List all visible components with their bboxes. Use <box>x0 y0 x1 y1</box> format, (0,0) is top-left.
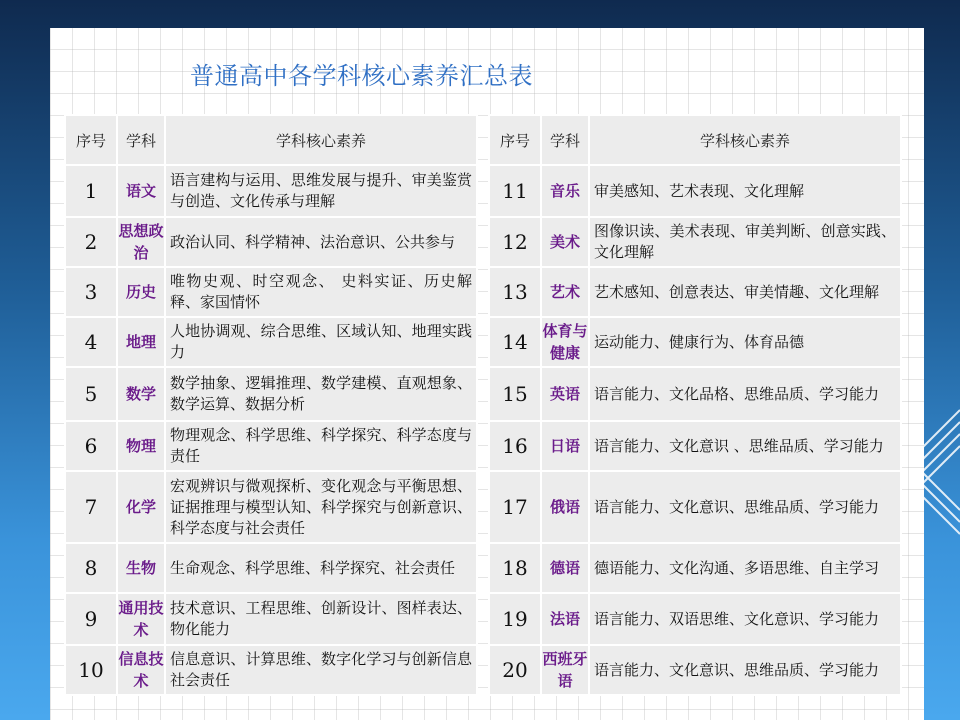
row-literacy: 数学抽象、逻辑推理、数学建模、直观想象、数学运算、数据分析 <box>165 367 477 421</box>
table-row <box>489 217 901 267</box>
row-literacy: 语言建构与运用、思维发展与提升、审美鉴赏与创造、文化传承与理解 <box>165 165 477 217</box>
row-subject: 法语 <box>541 593 589 645</box>
header-num: 序号 <box>489 115 541 165</box>
row-subject: 西班牙语 <box>541 645 589 695</box>
page-title: 普通高中各学科核心素养汇总表 <box>190 62 533 90</box>
row-subject: 生物 <box>117 543 165 593</box>
row-number: 13 <box>489 267 541 317</box>
row-number: 14 <box>489 317 541 367</box>
table-row <box>65 645 477 695</box>
row-subject: 历史 <box>117 267 165 317</box>
row-subject: 德语 <box>541 543 589 593</box>
row-number: 6 <box>65 421 117 471</box>
row-literacy: 语言能力、双语思维、文化意识、学习能力 <box>589 593 901 645</box>
table-row <box>65 421 477 471</box>
table-row <box>65 165 477 217</box>
row-number: 8 <box>65 543 117 593</box>
table-row <box>65 367 477 421</box>
row-number: 3 <box>65 267 117 317</box>
row-literacy: 审美感知、艺术表现、文化理解 <box>589 165 901 217</box>
table-row <box>489 421 901 471</box>
row-literacy: 唯物史观、时空观念、 史料实证、历史解释、家国情怀 <box>165 267 477 317</box>
row-subject: 信息技术 <box>117 645 165 695</box>
row-literacy: 宏观辨识与微观探析、变化观念与平衡思想、证据推理与模型认知、科学探究与创新意识、科学态度与社会责任 <box>165 471 477 543</box>
row-literacy: 语言能力、文化品格、思维品质、学习能力 <box>589 367 901 421</box>
row-number: 1 <box>65 165 117 217</box>
table-row <box>489 317 901 367</box>
row-literacy: 语言能力、文化意识、思维品质、学习能力 <box>589 471 901 543</box>
row-number: 11 <box>489 165 541 217</box>
header-subject: 学科 <box>117 115 165 165</box>
row-literacy: 政治认同、科学精神、法治意识、公共参与 <box>165 217 477 267</box>
table-row <box>489 471 901 543</box>
row-literacy: 物理观念、科学思维、科学探究、科学态度与责任 <box>165 421 477 471</box>
table-body-left <box>65 165 477 695</box>
row-number: 12 <box>489 217 541 267</box>
row-literacy: 人地协调观、综合思维、区域认知、地理实践力 <box>165 317 477 367</box>
row-number: 5 <box>65 367 117 421</box>
row-number: 9 <box>65 593 117 645</box>
table-row <box>65 593 477 645</box>
row-subject: 数学 <box>117 367 165 421</box>
table-header-row <box>65 115 477 165</box>
slide <box>50 28 924 720</box>
table-body-right <box>489 165 901 695</box>
row-literacy: 艺术感知、创意表达、审美情趣、文化理解 <box>589 267 901 317</box>
row-subject: 英语 <box>541 367 589 421</box>
row-subject: 物理 <box>117 421 165 471</box>
row-subject: 体育与健康 <box>541 317 589 367</box>
row-subject: 思想政治 <box>117 217 165 267</box>
row-subject: 艺术 <box>541 267 589 317</box>
row-number: 20 <box>489 645 541 695</box>
row-number: 10 <box>65 645 117 695</box>
row-subject: 日语 <box>541 421 589 471</box>
row-literacy: 语言能力、文化意识 、思维品质、学习能力 <box>589 421 901 471</box>
row-literacy: 生命观念、科学思维、科学探究、社会责任 <box>165 543 477 593</box>
row-subject: 语文 <box>117 165 165 217</box>
header-subject: 学科 <box>541 115 589 165</box>
header-literacy: 学科核心素养 <box>165 115 477 165</box>
row-literacy: 语言能力、文化意识、思维品质、学习能力 <box>589 645 901 695</box>
row-number: 16 <box>489 421 541 471</box>
row-subject: 音乐 <box>541 165 589 217</box>
row-literacy: 德语能力、文化沟通、多语思维、自主学习 <box>589 543 901 593</box>
row-number: 4 <box>65 317 117 367</box>
row-subject: 美术 <box>541 217 589 267</box>
row-subject: 化学 <box>117 471 165 543</box>
table-row <box>489 543 901 593</box>
table-row <box>489 165 901 217</box>
table-row <box>65 471 477 543</box>
table-row <box>489 593 901 645</box>
row-number: 2 <box>65 217 117 267</box>
row-subject: 通用技术 <box>117 593 165 645</box>
row-number: 19 <box>489 593 541 645</box>
row-literacy: 图像识读、美术表现、审美判断、创意实践、文化理解 <box>589 217 901 267</box>
literacy-table-left <box>64 114 478 696</box>
header-literacy: 学科核心素养 <box>589 115 901 165</box>
row-number: 7 <box>65 471 117 543</box>
row-subject: 地理 <box>117 317 165 367</box>
table-row <box>65 217 477 267</box>
header-num: 序号 <box>65 115 117 165</box>
table-row <box>65 317 477 367</box>
table-row <box>489 367 901 421</box>
table-row <box>489 645 901 695</box>
literacy-table-right <box>488 114 902 696</box>
row-number: 18 <box>489 543 541 593</box>
row-literacy: 运动能力、健康行为、体育品德 <box>589 317 901 367</box>
row-literacy: 技术意识、工程思维、创新设计、图样表达、物化能力 <box>165 593 477 645</box>
row-subject: 俄语 <box>541 471 589 543</box>
table-row <box>65 543 477 593</box>
table-row <box>489 267 901 317</box>
table-header-row <box>489 115 901 165</box>
row-number: 15 <box>489 367 541 421</box>
table-row <box>65 267 477 317</box>
row-number: 17 <box>489 471 541 543</box>
row-literacy: 信息意识、计算思维、数字化学习与创新信息社会责任 <box>165 645 477 695</box>
